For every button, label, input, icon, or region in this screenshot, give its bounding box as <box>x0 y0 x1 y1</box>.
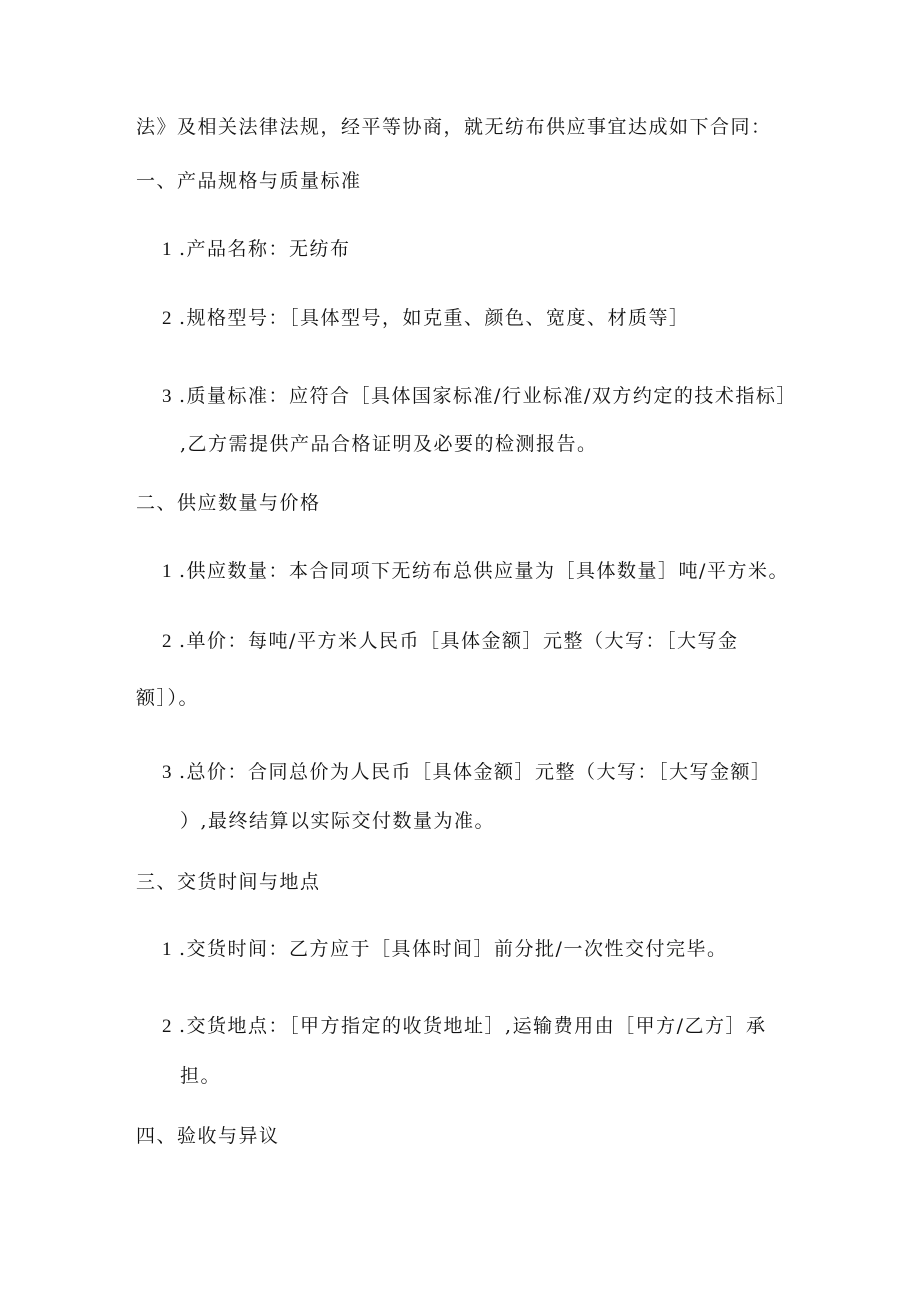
list-item <box>162 382 797 411</box>
item-text: .单价：每吨/平方米人民币［具体金额］元整（大写：［大写金 <box>179 630 739 652</box>
list-item <box>162 758 772 787</box>
item-continuation: 担。 <box>180 1065 222 1087</box>
item-number: 1 <box>162 239 173 260</box>
item-continuation: ）,最终结算以实际交付数量为准。 <box>180 810 496 832</box>
item-text: .交货时间：乙方应于［具体时间］前分批/一次性交付完毕。 <box>179 938 728 960</box>
item-number: 2 <box>162 631 173 652</box>
list-item <box>162 935 727 964</box>
list-item <box>162 1012 766 1041</box>
item-number: 2 <box>162 308 173 329</box>
item-number: 2 <box>162 1016 173 1037</box>
item-text: .质量标准：应符合［具体国家标准/行业标准/双方约定的技术指标］ <box>179 385 797 407</box>
section-heading: 二、供应数量与价格 <box>136 492 321 514</box>
item-continuation: ,乙方需提供产品合格证明及必要的检测报告。 <box>180 433 598 455</box>
item-continuation: 额］）。 <box>136 687 200 709</box>
list-item <box>162 557 789 586</box>
item-number: 1 <box>162 939 173 960</box>
item-text: .交货地点：［甲方指定的收货地址］,运输费用由［甲方/乙方］承 <box>179 1015 767 1037</box>
section-heading: 三、交货时间与地点 <box>136 871 321 893</box>
item-number: 3 <box>162 762 173 783</box>
item-text: .规格型号：［具体型号，如克重、颜色、宽度、材质等］ <box>179 307 690 329</box>
item-text: .供应数量：本合同项下无纺布总供应量为［具体数量］吨/平方米。 <box>179 560 789 582</box>
item-number: 3 <box>162 386 173 407</box>
intro-paragraph: 法》及相关法律法规，经平等协商，就无纺布供应事宜达成如下合同： <box>136 116 772 138</box>
list-item <box>162 235 351 264</box>
item-text: .总价：合同总价为人民币［具体金额］元整（大写：［大写金额］ <box>179 761 772 783</box>
section-heading: 四、验收与异议 <box>136 1125 280 1147</box>
list-item <box>162 627 738 656</box>
item-text: .产品名称：无纺布 <box>179 238 351 260</box>
item-number: 1 <box>162 561 173 582</box>
section-heading: 一、产品规格与质量标准 <box>136 170 362 192</box>
list-item <box>162 304 690 333</box>
